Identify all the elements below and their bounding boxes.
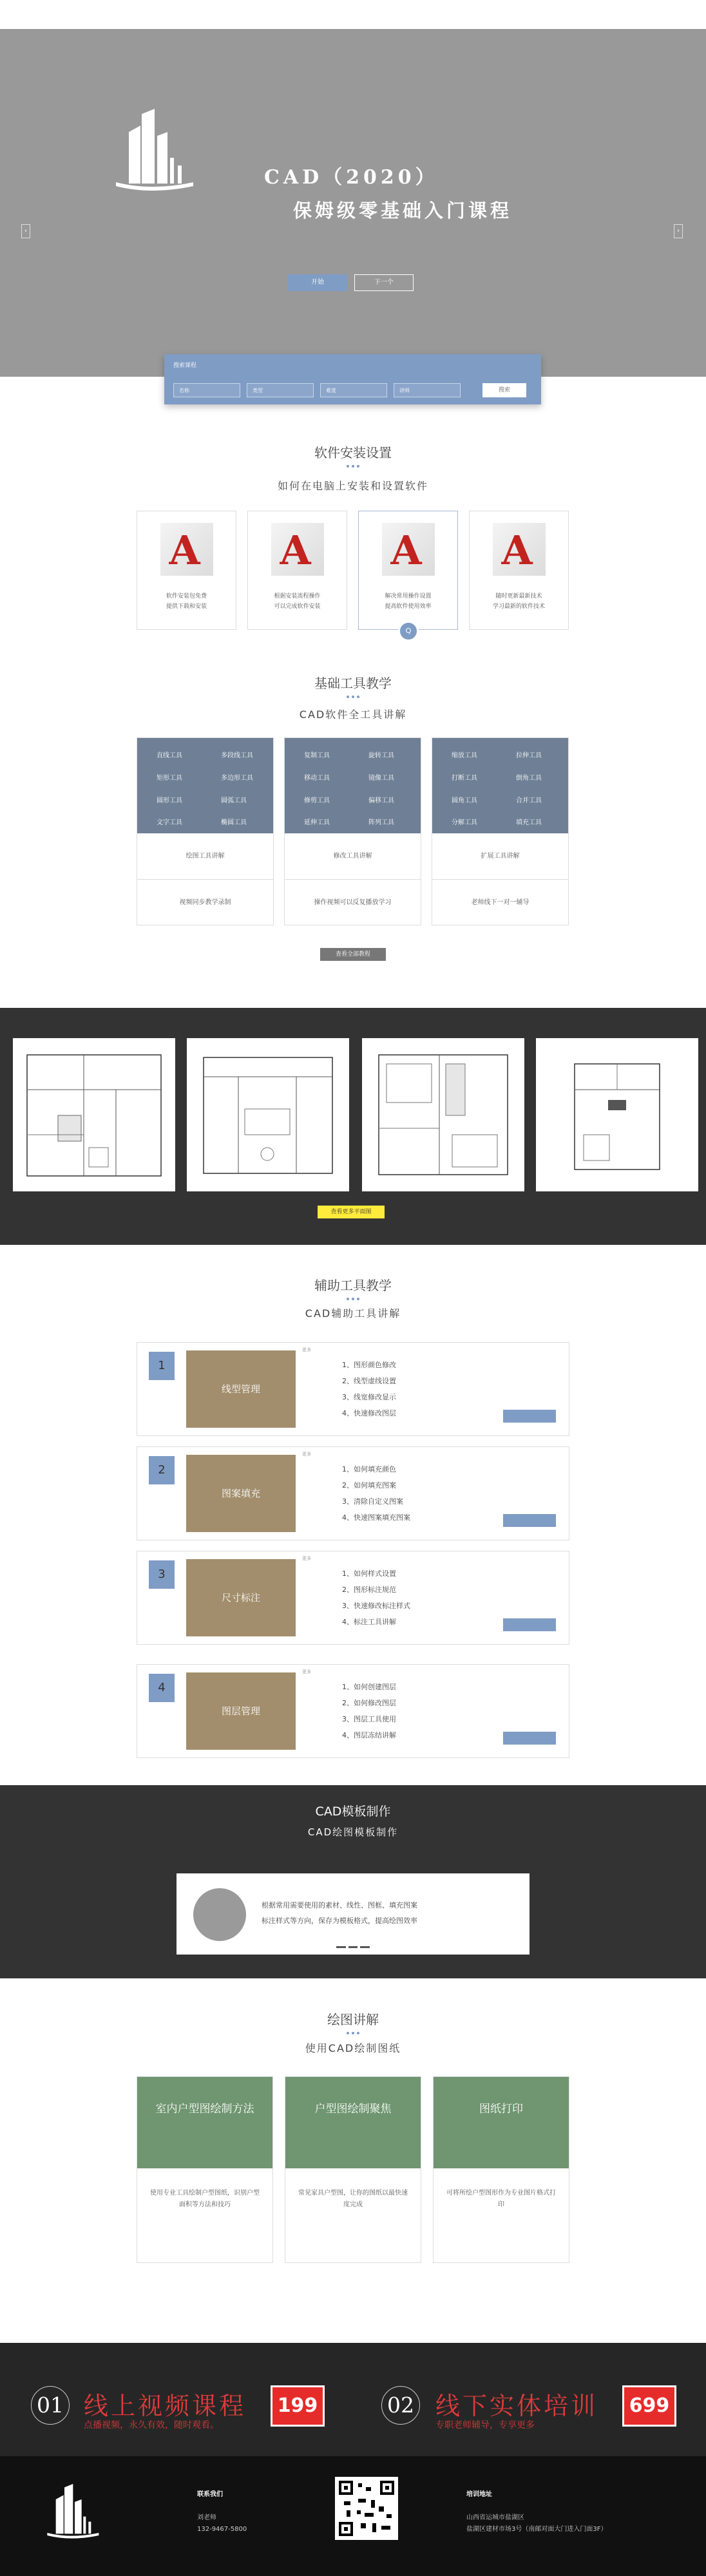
floor-plan-image[interactable] xyxy=(362,1038,524,1191)
floor-plan-image[interactable] xyxy=(187,1038,349,1191)
autocad-icon: A xyxy=(493,523,546,576)
floor-plan-image[interactable] xyxy=(13,1038,175,1191)
drawing-card[interactable]: 图纸打印 可将所绘户型图形作为专业图片格式打印 xyxy=(433,2076,569,2263)
aux-item[interactable]: 1 线型管理 更多 1、图形颜色修改 2、线型虚线设置 3、线宽修改显示 4、快速修改图层 xyxy=(137,1342,569,1436)
contact-name: 刘老师 xyxy=(197,2514,216,2521)
basic-section-title: 基础工具教学 xyxy=(314,676,392,691)
view-all-tutorials-button[interactable]: 查看全部教程 xyxy=(320,948,386,961)
online-price-badge[interactable]: 199 xyxy=(271,2385,325,2427)
promo-number: 02 xyxy=(381,2386,420,2425)
autocad-icon: A xyxy=(271,523,324,576)
tool-card[interactable]: 复制工具 旋转工具 移动工具 镜像工具 修剪工具 偏移工具 延伸工具 阵列工具 修改工具讲解 操作视频可以反复播放学习 xyxy=(284,737,421,925)
aux-more-button[interactable] xyxy=(503,1514,556,1527)
software-card[interactable]: A 根据安装流程操作 可以完成软件安装 xyxy=(247,511,347,630)
search-field-type[interactable]: 类型 xyxy=(247,383,314,397)
tool-card[interactable]: 直线工具 多段线工具 矩形工具 多边形工具 圆形工具 圆弧工具 文字工具 椭圆工具 绘图工具讲解 视频同步教学录制 xyxy=(137,737,274,925)
contact-phone[interactable]: 132-9467-5800 xyxy=(197,2526,247,2533)
software-section-subtitle: 如何在电脑上安装和设置软件 xyxy=(277,480,428,492)
software-section-title: 软件安装设置 xyxy=(314,445,392,460)
top-bar xyxy=(0,0,706,29)
offline-price-badge[interactable]: 699 xyxy=(622,2385,676,2427)
course-search-panel xyxy=(164,354,541,404)
autocad-icon: A xyxy=(382,523,435,576)
search-submit-button[interactable]: 搜索 xyxy=(482,383,526,397)
promo-number: 01 xyxy=(31,2386,70,2425)
template-section xyxy=(0,1785,706,1978)
section-divider xyxy=(340,696,366,698)
autocad-icon: A xyxy=(160,523,213,576)
hero-banner xyxy=(0,29,706,377)
drawing-card[interactable]: 户型图绘制聚焦 常见家具户型图，让你的图纸以最快速度完成 xyxy=(285,2076,421,2263)
template-card: 根据常用需要使用的素材、线性、图框、填充图案 标注样式等方向，保存为模板格式，提高绘图效率 xyxy=(176,1873,530,1955)
software-card[interactable]: A 软件安装包免费 提供下载和安装 xyxy=(137,511,236,630)
template-section-subtitle: CAD绘图模板制作 xyxy=(307,1826,399,1838)
address-line1: 山西省运城市盐湖区 xyxy=(466,2514,524,2521)
offline-course-subtitle: 专职老师辅导，专享更多 xyxy=(435,2420,535,2430)
aux-section-title: 辅助工具教学 xyxy=(314,1278,392,1293)
course-pricing-banner xyxy=(0,2343,706,2456)
carousel-indicator[interactable] xyxy=(336,1946,370,1948)
drawing-section-title: 绘图讲解 xyxy=(327,2012,379,2027)
section-divider xyxy=(340,2032,366,2034)
contact-heading: 联系我们 xyxy=(197,2491,223,2498)
hero-next-button[interactable]: 下一个 xyxy=(354,274,414,291)
footer xyxy=(0,2456,706,2576)
aux-item[interactable]: 4 图层管理 更多 1、如何创建图层 2、如何修改图层 3、图层工具使用 4、图层冻结讲解 xyxy=(137,1664,569,1758)
hero-subtitle: 保姆级零基础入门课程 xyxy=(293,200,513,222)
section-divider xyxy=(340,465,366,468)
aux-item[interactable]: 3 尺寸标注 更多 1、如何样式设置 2、图形标注规范 3、快速修改标注样式 4、标注工具讲解 xyxy=(137,1551,569,1645)
hero-title: CAD（2020） xyxy=(264,166,439,189)
software-card-active[interactable]: A 解决常用操作设置 提高软件使用效率 xyxy=(358,511,458,630)
qr-code-icon xyxy=(335,2477,398,2540)
online-course-title: 线上视频课程 xyxy=(84,2392,247,2420)
hero-next-arrow-icon[interactable]: › xyxy=(674,224,683,238)
search-field-name[interactable]: 名称 xyxy=(173,383,240,397)
avatar xyxy=(193,1888,246,1941)
aux-more-button[interactable] xyxy=(503,1732,556,1745)
address-heading: 培训地址 xyxy=(466,2491,492,2498)
search-field-teacher[interactable]: 讲师 xyxy=(394,383,461,397)
template-section-title: CAD模板制作 xyxy=(315,1804,391,1819)
floor-plan-image[interactable] xyxy=(536,1038,698,1191)
offline-course-title: 线下实体培训 xyxy=(435,2392,598,2420)
drawing-section-subtitle: 使用CAD绘制图纸 xyxy=(305,2042,401,2054)
aux-more-button[interactable] xyxy=(503,1410,556,1423)
aux-item[interactable]: 2 图案填充 更多 1、如何填充颜色 2、如何填充图案 3、清除自定义图案 4、快速图案填充图案 xyxy=(137,1446,569,1540)
hero-start-button[interactable]: 开始 xyxy=(288,274,347,291)
address-line2: 盐湖区建材市场3号（南邮对面大门进入门面3F） xyxy=(466,2526,607,2533)
view-more-plans-button[interactable]: 查看更多平面图 xyxy=(318,1206,385,1218)
active-badge-icon[interactable]: Q xyxy=(398,621,419,641)
aux-section-subtitle: CAD辅助工具讲解 xyxy=(305,1307,401,1320)
floor-plan-gallery xyxy=(0,1008,706,1245)
search-field-level[interactable]: 难度 xyxy=(320,383,387,397)
software-card[interactable]: A 随时更新最新技术 学习最新的软件技术 xyxy=(469,511,569,630)
building-logo-icon xyxy=(103,106,200,196)
building-logo-icon xyxy=(39,2477,103,2548)
drawing-card[interactable]: 室内户型图绘制方法 使用专业工具绘制户型图纸，识别户型面积等方法和技巧 xyxy=(137,2076,273,2263)
aux-more-button[interactable] xyxy=(503,1618,556,1631)
section-divider xyxy=(340,1298,366,1300)
hero-prev-arrow-icon[interactable]: ‹ xyxy=(21,224,30,238)
online-course-subtitle: 点播视频，永久有效，随时观看。 xyxy=(84,2420,219,2430)
basic-section-subtitle: CAD软件全工具讲解 xyxy=(299,708,407,721)
search-label: 搜索课程 xyxy=(173,363,197,369)
tool-card[interactable]: 缩放工具 拉伸工具 打断工具 倒角工具 圆角工具 合并工具 分解工具 填充工具 扩展工具讲解 老师线下一对一辅导 xyxy=(432,737,569,925)
